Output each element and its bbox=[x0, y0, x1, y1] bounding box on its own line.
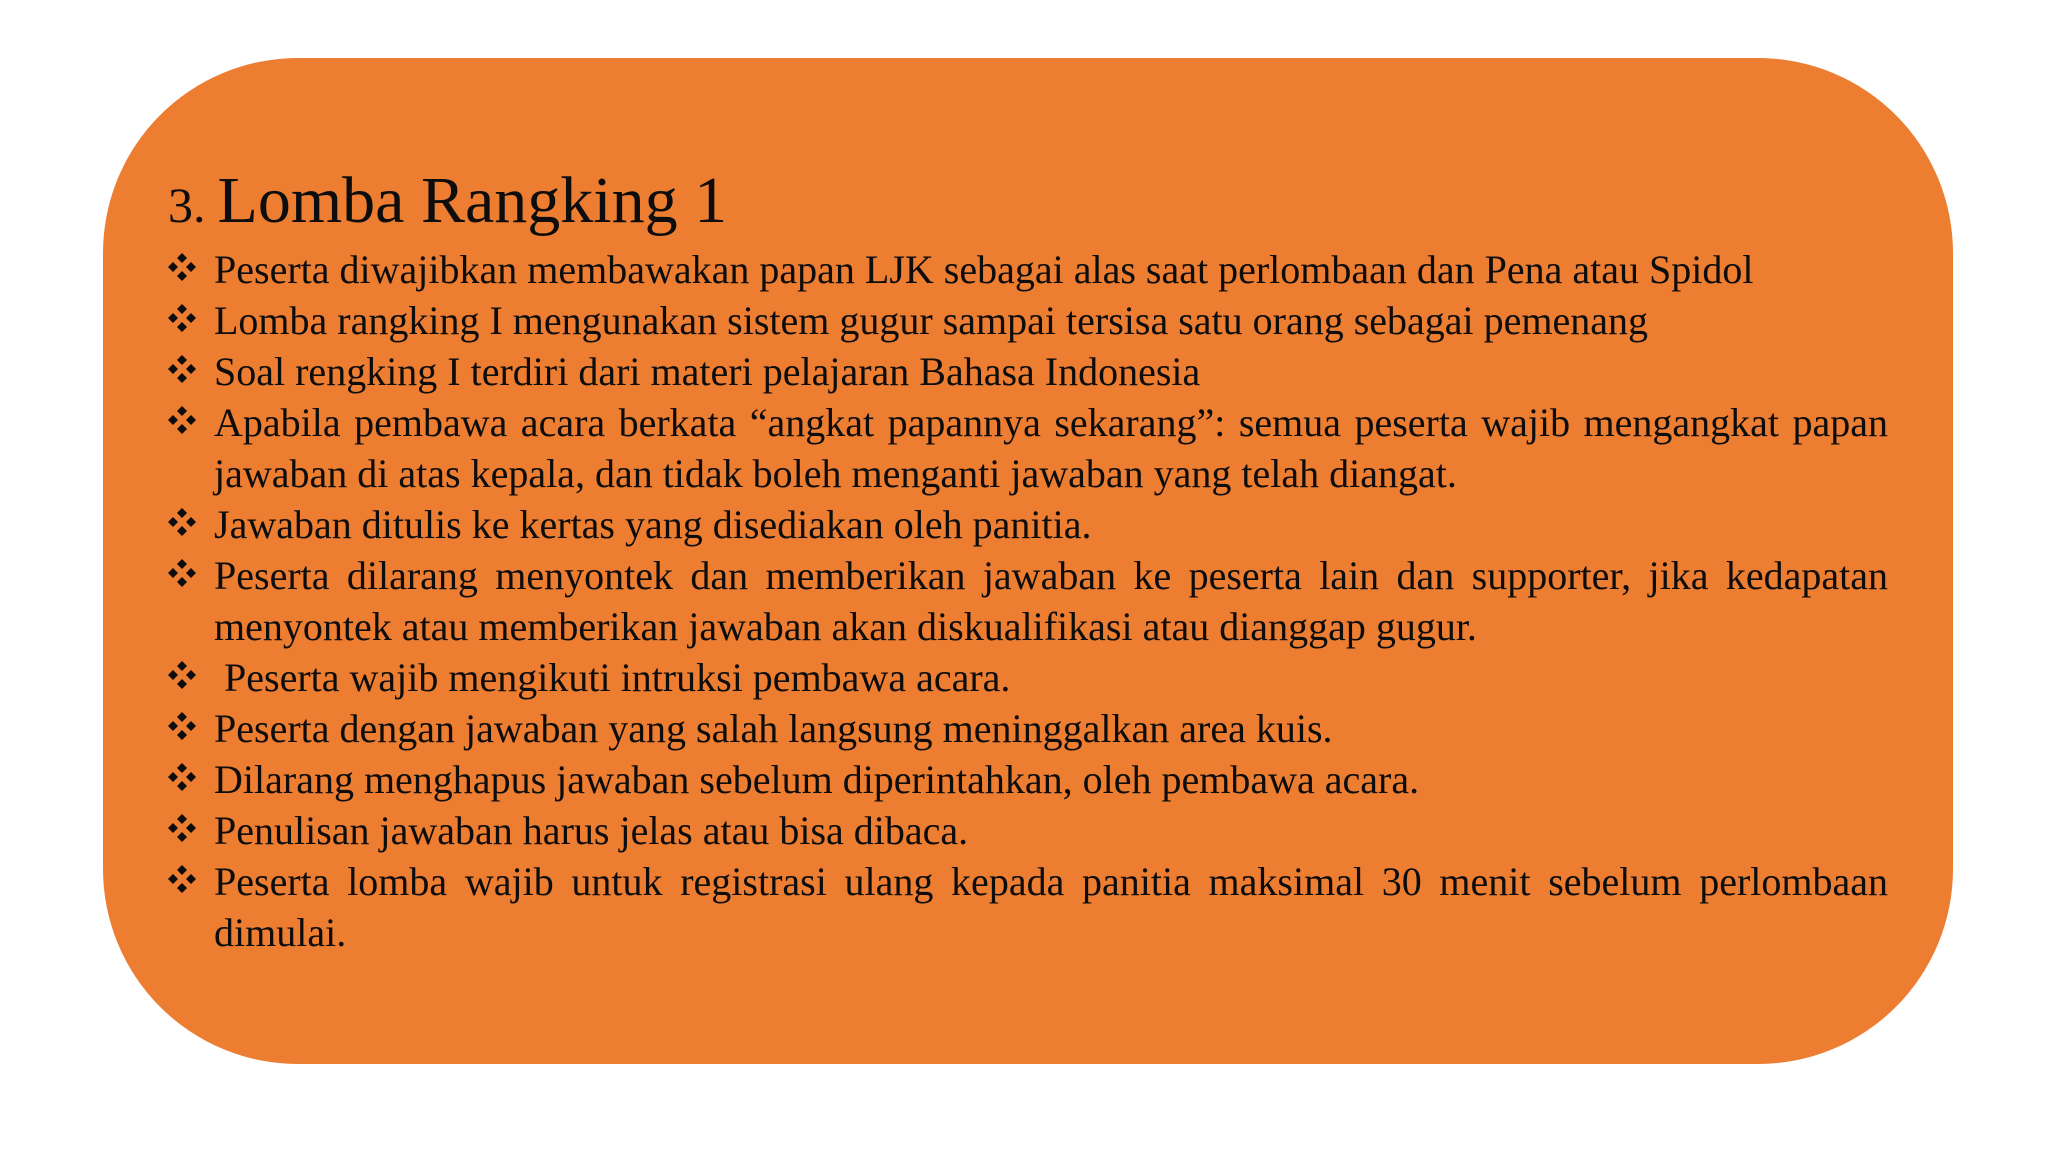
rule-text: Peserta wajib mengikuti intruksi pembawa acara. bbox=[224, 655, 1011, 700]
list-item bbox=[168, 244, 1888, 295]
list-item bbox=[168, 397, 1888, 499]
rule-text: Soal rengking I terdiri dari materi pelajaran Bahasa Indonesia bbox=[214, 349, 1201, 394]
four-diamond-bullet-icon bbox=[168, 397, 214, 448]
four-diamond-bullet-icon bbox=[168, 244, 214, 295]
slide-content bbox=[168, 164, 1888, 958]
rule-text: Peserta dilarang menyontek dan memberikan jawaban ke peserta lain dan supporter, jika kedapatan menyontek atau memberikan jawaban akan diskualifikasi atau dianggap gugur. bbox=[214, 553, 1888, 649]
rule-text: Dilarang menghapus jawaban sebelum diperintahkan, oleh pembawa acara. bbox=[214, 757, 1420, 802]
list-item bbox=[168, 295, 1888, 346]
four-diamond-bullet-icon bbox=[168, 805, 214, 856]
four-diamond-bullet-icon bbox=[168, 652, 214, 703]
list-item bbox=[168, 652, 1888, 703]
four-diamond-bullet-icon bbox=[168, 856, 214, 907]
four-diamond-bullet-icon bbox=[168, 346, 214, 397]
rules-list bbox=[168, 244, 1888, 958]
section-title: Lomba Rangking 1 bbox=[217, 164, 728, 237]
list-item bbox=[168, 805, 1888, 856]
list-item bbox=[168, 550, 1888, 652]
four-diamond-bullet-icon bbox=[168, 550, 214, 601]
list-item bbox=[168, 346, 1888, 397]
four-diamond-bullet-icon bbox=[168, 295, 214, 346]
rule-text: Peserta lomba wajib untuk registrasi ulang kepada panitia maksimal 30 menit sebelum perlombaan dimulai. bbox=[214, 859, 1888, 955]
four-diamond-bullet-icon bbox=[168, 499, 214, 550]
rule-text: Peserta diwajibkan membawakan papan LJK sebagai alas saat perlombaan dan Pena atau Spidol bbox=[214, 247, 1754, 292]
list-item bbox=[168, 856, 1888, 958]
section-number: 3. bbox=[168, 177, 206, 233]
rule-text: Peserta dengan jawaban yang salah langsung meninggalkan area kuis. bbox=[214, 706, 1333, 751]
section-heading bbox=[168, 164, 1888, 237]
rule-text: Penulisan jawaban harus jelas atau bisa dibaca. bbox=[214, 808, 969, 853]
rule-text: Jawaban ditulis ke kertas yang disediakan oleh panitia. bbox=[214, 502, 1092, 547]
rule-text: Apabila pembawa acara berkata “angkat papannya sekarang”: semua peserta wajib mengangkat papan jawaban di atas kepala, dan tidak boleh menganti jawaban yang telah diangat. bbox=[214, 400, 1888, 496]
four-diamond-bullet-icon bbox=[168, 754, 214, 805]
rule-text: Lomba rangking I mengunakan sistem gugur sampai tersisa satu orang sebagai pemenang bbox=[214, 298, 1649, 343]
list-item bbox=[168, 499, 1888, 550]
list-item bbox=[168, 754, 1888, 805]
list-item bbox=[168, 703, 1888, 754]
four-diamond-bullet-icon bbox=[168, 703, 214, 754]
